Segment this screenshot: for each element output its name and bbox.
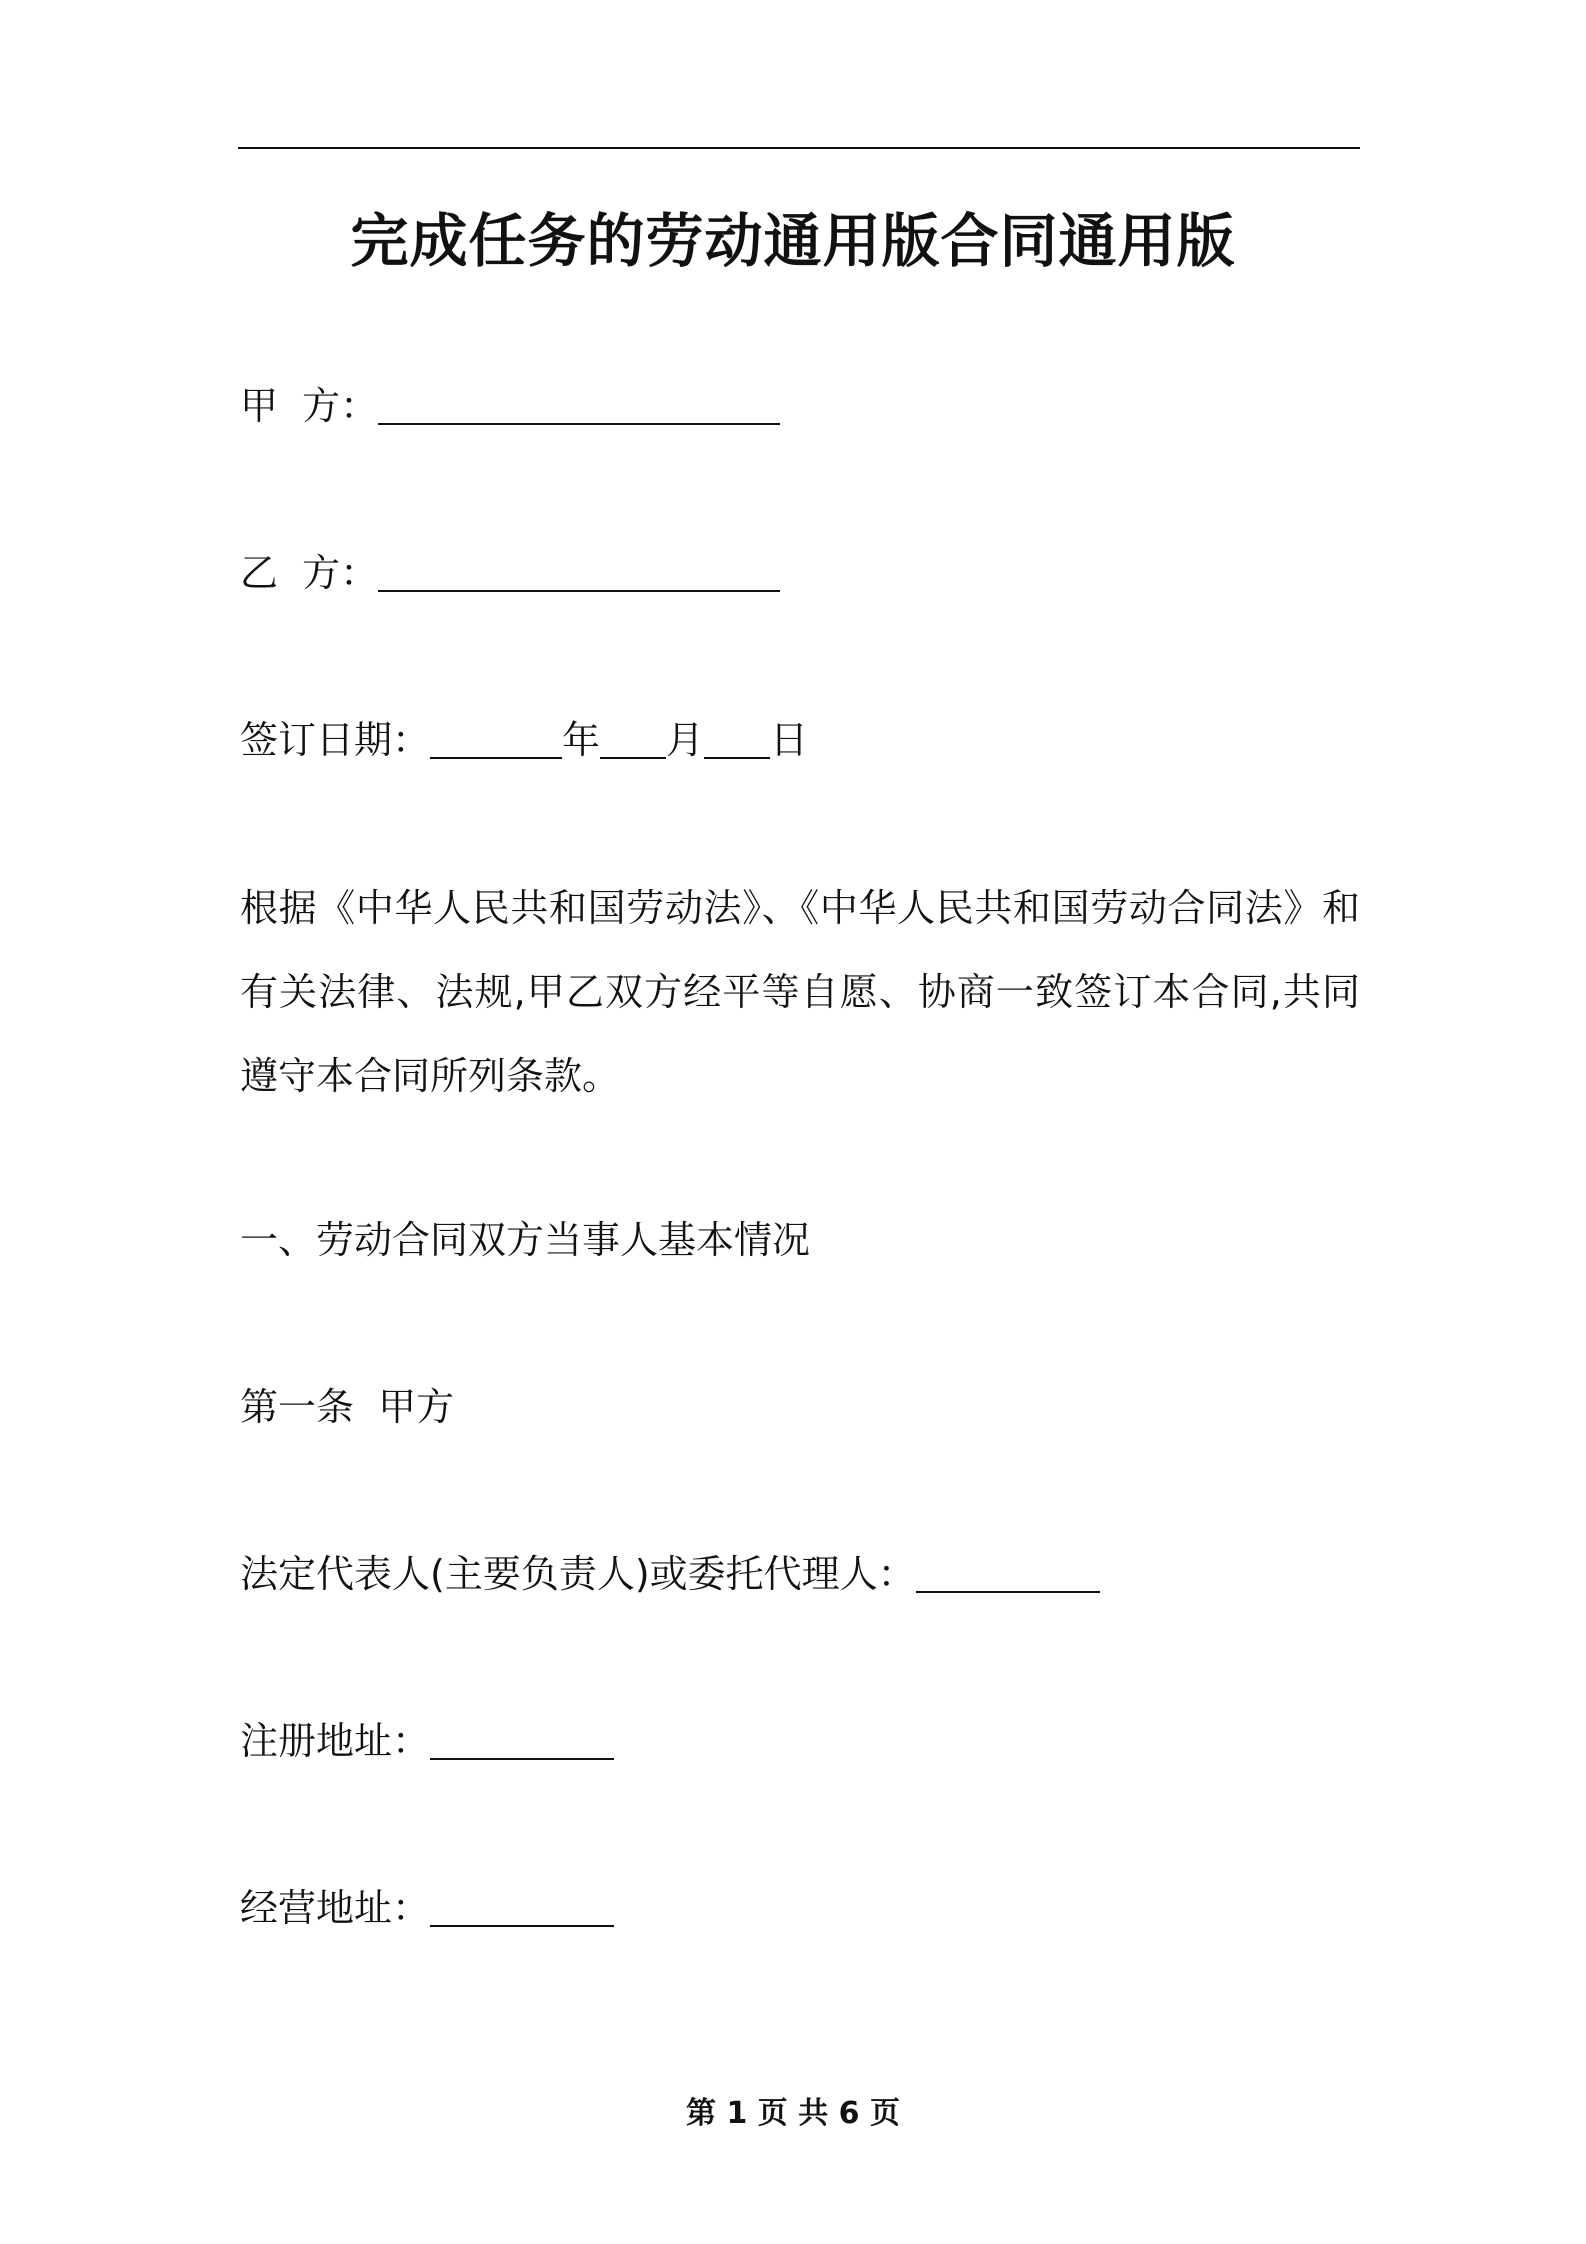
party-b-label: 乙 方：	[240, 551, 379, 595]
business-address-label: 经营地址：	[240, 1886, 431, 1930]
section-1-heading: 一、劳动合同双方当事人基本情况	[240, 1218, 811, 1262]
header-rule	[238, 147, 1360, 149]
document-title: 完成任务的劳动通用版合同通用版	[350, 207, 1236, 275]
page-indicator: 第 1 页 共 6 页	[686, 2096, 900, 2131]
sign-day-blank[interactable]	[704, 717, 770, 759]
legal-rep-blank[interactable]	[916, 1551, 1100, 1593]
sign-year-unit: 年	[562, 718, 601, 762]
business-address-line	[240, 1880, 614, 1936]
legal-rep-label: 法定代表人(主要负责人)或委托代理人：	[240, 1552, 916, 1596]
party-b-line	[240, 545, 780, 601]
sign-date-line	[240, 712, 808, 768]
registered-address-label: 注册地址：	[240, 1719, 431, 1763]
sign-month-unit: 月	[666, 718, 705, 762]
article-1-heading: 第一条 甲方	[240, 1385, 455, 1429]
registered-address-line	[240, 1713, 614, 1769]
registered-address-blank[interactable]	[430, 1718, 614, 1760]
sign-month-blank[interactable]	[600, 717, 666, 759]
sign-day-unit: 日	[770, 718, 809, 762]
sign-year-blank[interactable]	[430, 717, 562, 759]
sign-date-label: 签订日期：	[240, 718, 431, 762]
party-a-blank[interactable]	[378, 383, 780, 425]
preamble-paragraph: 根据《中华人民共和国劳动法》、《中华人民共和国劳动合同法》和有关法律、法规,甲乙双方经平等自愿、协商一致签订本合同,共同遵守本合同所列条款。	[240, 886, 1360, 1098]
party-b-blank[interactable]	[378, 550, 780, 592]
party-a-label: 甲 方：	[240, 384, 379, 428]
party-a-line	[240, 378, 780, 434]
business-address-blank[interactable]	[430, 1885, 614, 1927]
legal-rep-line	[240, 1546, 1100, 1602]
